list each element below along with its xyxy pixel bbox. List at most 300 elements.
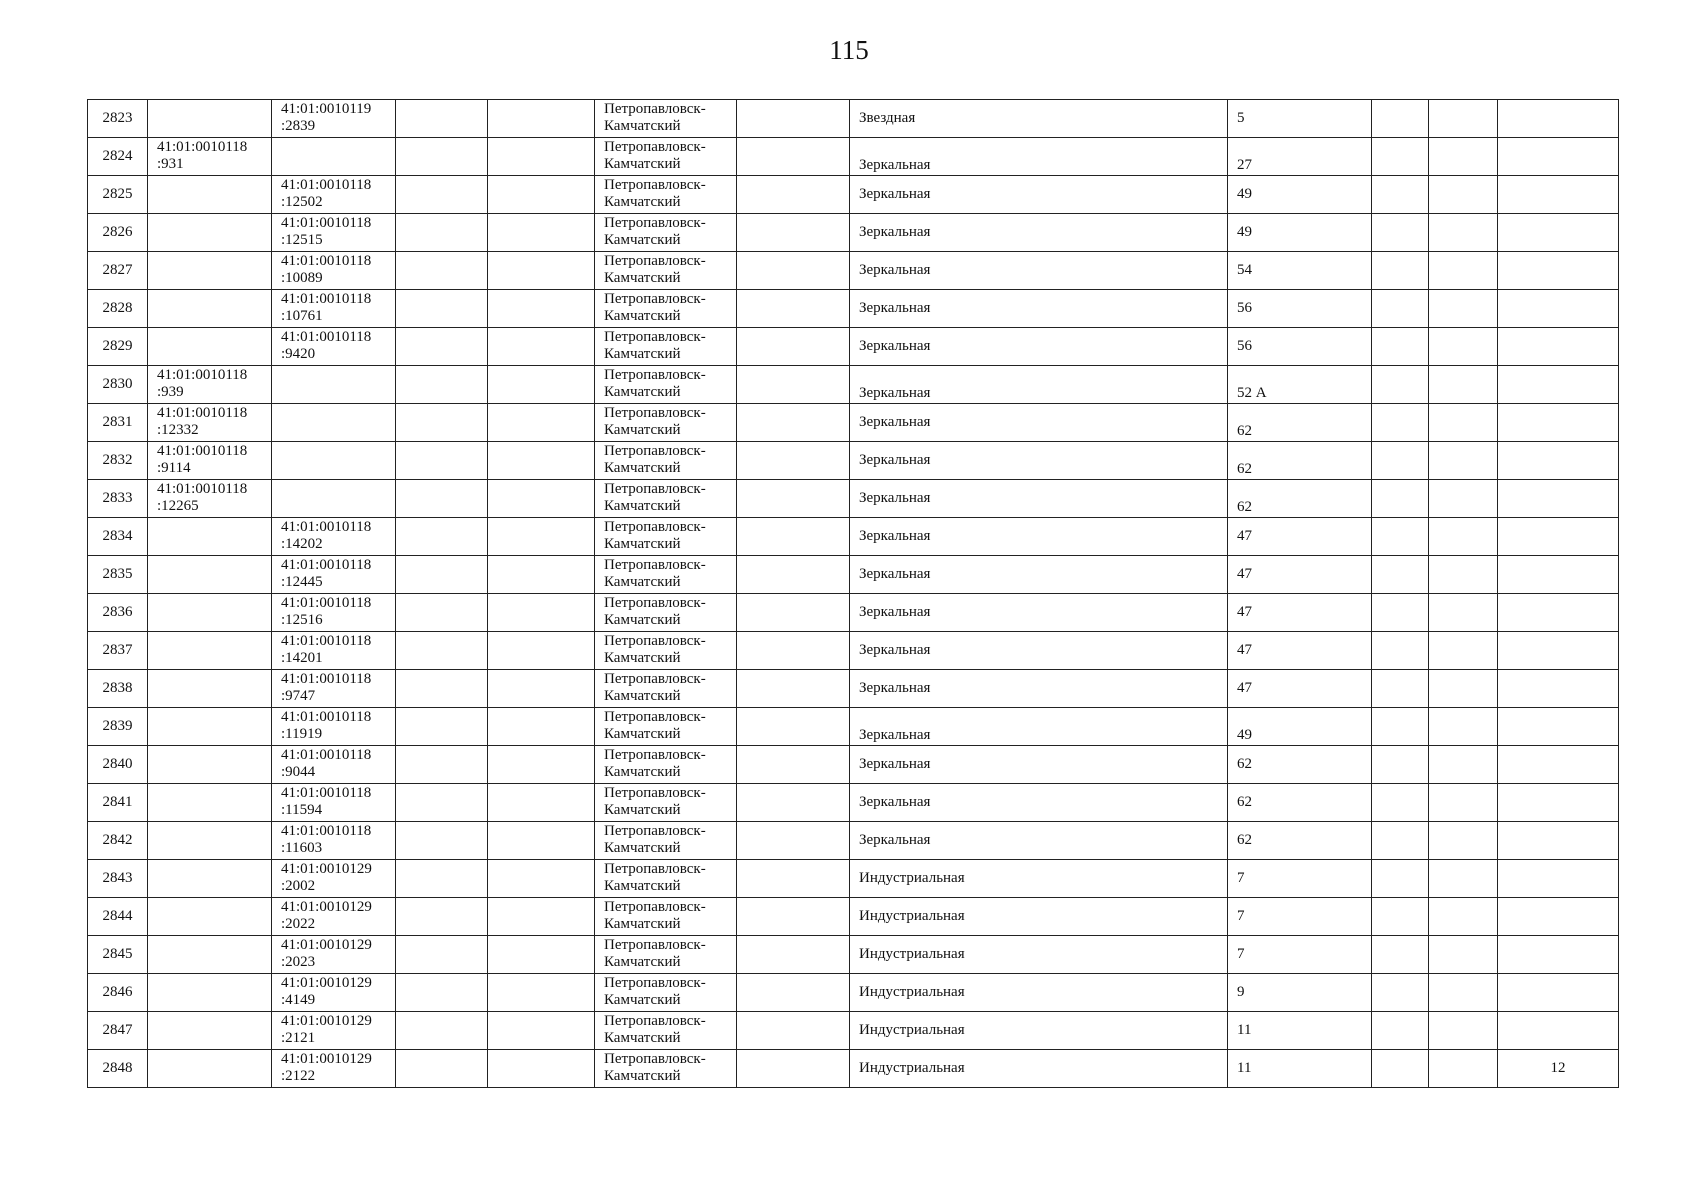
- house-number-cell: 62: [1228, 480, 1372, 518]
- cadastral-number-part2: :11594: [281, 802, 323, 818]
- row-number-cell: 2836: [88, 594, 148, 632]
- city-line-1: Петропавловск-: [604, 671, 706, 687]
- city-cell: [595, 328, 737, 366]
- house-number-cell: 62: [1228, 822, 1372, 860]
- empty-cell: [396, 518, 488, 556]
- city-line-1: Петропавловск-: [604, 405, 706, 421]
- cadastral-number-part1: 41:01:0010118: [157, 443, 248, 459]
- city-line-2: Камчатский: [604, 346, 681, 362]
- row-number-cell: 2829: [88, 328, 148, 366]
- city-line-1: Петропавловск-: [604, 1013, 706, 1029]
- street-cell: Зеркальная: [850, 290, 1228, 328]
- city-cell: [595, 442, 737, 480]
- table-row: [88, 214, 1619, 252]
- empty-cell: [1372, 1050, 1429, 1088]
- empty-cell: [1429, 1012, 1498, 1050]
- street-cell: Зеркальная: [850, 138, 1228, 176]
- empty-cell: [148, 594, 272, 632]
- cadastral-number-part1: 41:01:0010118: [281, 177, 372, 193]
- empty-cell: [396, 632, 488, 670]
- city-cell: [595, 670, 737, 708]
- cadastral-number-part2: :12515: [281, 232, 323, 248]
- empty-cell: [1498, 404, 1619, 442]
- empty-cell: [1372, 556, 1429, 594]
- empty-cell: [1429, 328, 1498, 366]
- empty-cell: [1429, 214, 1498, 252]
- row-number-cell: 2834: [88, 518, 148, 556]
- empty-cell: [1429, 746, 1498, 784]
- city-line-1: Петропавловск-: [604, 823, 706, 839]
- row-number-cell: 2823: [88, 100, 148, 138]
- empty-cell: [1498, 708, 1619, 746]
- city-line-1: Петропавловск-: [604, 1051, 706, 1067]
- table-row: [88, 1050, 1619, 1088]
- house-number-cell: 11: [1228, 1012, 1372, 1050]
- empty-cell: [148, 860, 272, 898]
- empty-cell: [737, 290, 850, 328]
- empty-cell: [1498, 822, 1619, 860]
- city-cell: [595, 632, 737, 670]
- city-line-2: Камчатский: [604, 650, 681, 666]
- city-line-2: Камчатский: [604, 118, 681, 134]
- empty-cell: [488, 290, 595, 328]
- empty-cell: [1498, 328, 1619, 366]
- empty-cell: [272, 138, 396, 176]
- empty-cell: [1429, 404, 1498, 442]
- cadastral-number-part2: :12445: [281, 574, 323, 590]
- empty-cell: [1429, 252, 1498, 290]
- city-line-2: Камчатский: [604, 156, 681, 172]
- empty-cell: [1372, 784, 1429, 822]
- cadastral-number-part2: :2022: [281, 916, 316, 932]
- row-number-cell: 2824: [88, 138, 148, 176]
- empty-cell: [1429, 176, 1498, 214]
- cadastral-number-part2: :2002: [281, 878, 316, 894]
- empty-cell: [1372, 632, 1429, 670]
- cadastral-number-part1: 41:01:0010118: [281, 747, 372, 763]
- cadastral-number-part2: :4149: [281, 992, 316, 1008]
- empty-cell: [1498, 898, 1619, 936]
- empty-cell: [488, 214, 595, 252]
- empty-cell: [148, 822, 272, 860]
- city-line-2: Камчатский: [604, 992, 681, 1008]
- house-number-cell: 49: [1228, 708, 1372, 746]
- cadastral-number-part2: :2839: [281, 118, 316, 134]
- table-row: [88, 404, 1619, 442]
- empty-cell: [1429, 898, 1498, 936]
- empty-cell: [1372, 936, 1429, 974]
- street-cell: Индустриальная: [850, 936, 1228, 974]
- empty-cell: [737, 974, 850, 1012]
- cadastral-number-cell: [148, 480, 272, 518]
- city-line-2: Камчатский: [604, 1068, 681, 1084]
- table-row: [88, 252, 1619, 290]
- table-row: [88, 138, 1619, 176]
- cadastral-number-cell: [272, 1012, 396, 1050]
- cadastral-number-part1: 41:01:0010118: [281, 519, 372, 535]
- empty-cell: [148, 898, 272, 936]
- cadastral-number-part2: :2122: [281, 1068, 316, 1084]
- street-cell: Зеркальная: [850, 670, 1228, 708]
- city-line-2: Камчатский: [604, 764, 681, 780]
- street-cell: Индустриальная: [850, 860, 1228, 898]
- city-line-1: Петропавловск-: [604, 253, 706, 269]
- house-number-cell: 62: [1228, 746, 1372, 784]
- cadastral-number-part1: 41:01:0010118: [281, 557, 372, 573]
- cadastral-number-part2: :12265: [157, 498, 199, 514]
- empty-cell: [148, 974, 272, 1012]
- row-number-cell: 2844: [88, 898, 148, 936]
- house-number-cell: 49: [1228, 176, 1372, 214]
- city-line-2: Камчатский: [604, 498, 681, 514]
- cadastral-number-part2: :9114: [157, 460, 191, 476]
- cadastral-number-part2: :14202: [281, 536, 323, 552]
- empty-cell: [148, 746, 272, 784]
- street-cell: Зеркальная: [850, 746, 1228, 784]
- house-number-cell: 7: [1228, 936, 1372, 974]
- empty-cell: [148, 214, 272, 252]
- empty-cell: [488, 594, 595, 632]
- empty-cell: [396, 974, 488, 1012]
- empty-cell: [396, 556, 488, 594]
- city-line-1: Петропавловск-: [604, 329, 706, 345]
- city-line-2: Камчатский: [604, 954, 681, 970]
- house-number-cell: 49: [1228, 214, 1372, 252]
- empty-cell: [396, 898, 488, 936]
- house-number-cell: 62: [1228, 442, 1372, 480]
- city-line-2: Камчатский: [604, 878, 681, 894]
- empty-cell: [1372, 860, 1429, 898]
- empty-cell: [488, 974, 595, 1012]
- empty-cell: [1429, 670, 1498, 708]
- street-cell: Зеркальная: [850, 176, 1228, 214]
- cadastral-number-part2: :2023: [281, 954, 316, 970]
- cadastral-number-cell: [272, 328, 396, 366]
- empty-cell: [396, 670, 488, 708]
- cadastral-number-cell: [272, 746, 396, 784]
- empty-cell: [1498, 936, 1619, 974]
- house-number-cell: 62: [1228, 784, 1372, 822]
- city-line-2: Камчатский: [604, 802, 681, 818]
- city-line-2: Камчатский: [604, 460, 681, 476]
- cadastral-number-part1: 41:01:0010129: [281, 937, 372, 953]
- table-row: [88, 100, 1619, 138]
- empty-cell: [396, 290, 488, 328]
- empty-cell: [737, 518, 850, 556]
- empty-cell: [1372, 328, 1429, 366]
- city-line-1: Петропавловск-: [604, 101, 706, 117]
- house-number-cell: 56: [1228, 328, 1372, 366]
- row-number-cell: 2832: [88, 442, 148, 480]
- empty-cell: [396, 480, 488, 518]
- empty-cell: [396, 784, 488, 822]
- street-cell: Зеркальная: [850, 556, 1228, 594]
- empty-cell: [737, 100, 850, 138]
- empty-cell: [396, 1012, 488, 1050]
- house-number-cell: 7: [1228, 898, 1372, 936]
- empty-cell: [1372, 594, 1429, 632]
- empty-cell: [148, 1050, 272, 1088]
- empty-cell: [396, 176, 488, 214]
- empty-cell: [737, 442, 850, 480]
- cadastral-number-part2: :12332: [157, 422, 199, 438]
- cadastral-number-cell: [272, 632, 396, 670]
- empty-cell: [148, 670, 272, 708]
- empty-cell: [1498, 860, 1619, 898]
- cadastral-number-cell: [148, 442, 272, 480]
- row-number-cell: 2843: [88, 860, 148, 898]
- city-line-2: Камчатский: [604, 536, 681, 552]
- house-number-cell: 47: [1228, 670, 1372, 708]
- empty-cell: [488, 670, 595, 708]
- empty-cell: [1372, 670, 1429, 708]
- house-number-cell: 9: [1228, 974, 1372, 1012]
- empty-cell: [1372, 404, 1429, 442]
- cadastral-number-cell: [272, 556, 396, 594]
- empty-cell: [1498, 480, 1619, 518]
- last-column-cell: 12: [1498, 1050, 1619, 1088]
- empty-cell: [488, 936, 595, 974]
- empty-cell: [148, 252, 272, 290]
- empty-cell: [737, 898, 850, 936]
- empty-cell: [1429, 1050, 1498, 1088]
- empty-cell: [148, 708, 272, 746]
- empty-cell: [272, 442, 396, 480]
- empty-cell: [737, 328, 850, 366]
- cadastral-number-cell: [272, 784, 396, 822]
- city-line-1: Петропавловск-: [604, 747, 706, 763]
- empty-cell: [488, 138, 595, 176]
- house-number-cell: 7: [1228, 860, 1372, 898]
- city-line-2: Камчатский: [604, 308, 681, 324]
- empty-cell: [488, 1050, 595, 1088]
- empty-cell: [737, 138, 850, 176]
- cadastral-number-cell: [272, 518, 396, 556]
- empty-cell: [1429, 708, 1498, 746]
- empty-cell: [1429, 784, 1498, 822]
- city-cell: [595, 176, 737, 214]
- city-cell: [595, 974, 737, 1012]
- house-number-cell: 47: [1228, 518, 1372, 556]
- empty-cell: [1429, 290, 1498, 328]
- empty-cell: [488, 480, 595, 518]
- empty-cell: [488, 518, 595, 556]
- empty-cell: [1498, 290, 1619, 328]
- cadastral-number-part1: 41:01:0010129: [281, 1013, 372, 1029]
- table-row: [88, 632, 1619, 670]
- house-number-cell: 52 А: [1228, 366, 1372, 404]
- cadastral-number-part2: :14201: [281, 650, 323, 666]
- city-line-1: Петропавловск-: [604, 861, 706, 877]
- empty-cell: [1372, 822, 1429, 860]
- city-line-2: Камчатский: [604, 726, 681, 742]
- empty-cell: [737, 176, 850, 214]
- row-number-cell: 2830: [88, 366, 148, 404]
- empty-cell: [396, 366, 488, 404]
- empty-cell: [488, 1012, 595, 1050]
- cadastral-number-part2: :939: [157, 384, 184, 400]
- table-row: [88, 746, 1619, 784]
- empty-cell: [396, 100, 488, 138]
- empty-cell: [1372, 252, 1429, 290]
- city-cell: [595, 138, 737, 176]
- city-line-1: Петропавловск-: [604, 481, 706, 497]
- row-number-cell: 2835: [88, 556, 148, 594]
- empty-cell: [737, 784, 850, 822]
- city-cell: [595, 366, 737, 404]
- cadastral-number-part1: 41:01:0010118: [157, 139, 248, 155]
- empty-cell: [1372, 214, 1429, 252]
- city-cell: [595, 480, 737, 518]
- empty-cell: [272, 366, 396, 404]
- empty-cell: [737, 404, 850, 442]
- street-cell: Индустриальная: [850, 1012, 1228, 1050]
- cadastral-number-part1: 41:01:0010129: [281, 1051, 372, 1067]
- city-line-1: Петропавловск-: [604, 937, 706, 953]
- empty-cell: [488, 784, 595, 822]
- row-number-cell: 2848: [88, 1050, 148, 1088]
- house-number-cell: 47: [1228, 556, 1372, 594]
- city-line-1: Петропавловск-: [604, 899, 706, 915]
- city-cell: [595, 822, 737, 860]
- cadastral-number-part2: :10761: [281, 308, 323, 324]
- cadastral-number-part2: :2121: [281, 1030, 316, 1046]
- empty-cell: [148, 556, 272, 594]
- street-cell: Зеркальная: [850, 252, 1228, 290]
- empty-cell: [737, 1050, 850, 1088]
- table-row: [88, 860, 1619, 898]
- table-row: [88, 670, 1619, 708]
- empty-cell: [488, 632, 595, 670]
- street-cell: Зеркальная: [850, 366, 1228, 404]
- cadastral-number-part2: :12516: [281, 612, 323, 628]
- cadastral-number-part1: 41:01:0010118: [281, 253, 372, 269]
- city-cell: [595, 518, 737, 556]
- house-number-cell: 47: [1228, 594, 1372, 632]
- empty-cell: [488, 822, 595, 860]
- empty-cell: [737, 936, 850, 974]
- city-line-1: Петропавловск-: [604, 139, 706, 155]
- empty-cell: [148, 632, 272, 670]
- cadastral-number-part2: :9420: [281, 346, 316, 362]
- empty-cell: [1429, 974, 1498, 1012]
- city-line-1: Петропавловск-: [604, 557, 706, 573]
- street-cell: Звездная: [850, 100, 1228, 138]
- city-line-2: Камчатский: [604, 194, 681, 210]
- street-cell: Индустриальная: [850, 1050, 1228, 1088]
- city-line-1: Петропавловск-: [604, 215, 706, 231]
- empty-cell: [148, 100, 272, 138]
- cadastral-number-cell: [148, 366, 272, 404]
- row-number-cell: 2833: [88, 480, 148, 518]
- row-number-cell: 2841: [88, 784, 148, 822]
- city-line-1: Петропавловск-: [604, 443, 706, 459]
- empty-cell: [396, 328, 488, 366]
- cadastral-number-part1: 41:01:0010129: [281, 975, 372, 991]
- cadastral-number-part2: :10089: [281, 270, 323, 286]
- empty-cell: [148, 290, 272, 328]
- house-number-cell: 56: [1228, 290, 1372, 328]
- empty-cell: [1498, 518, 1619, 556]
- empty-cell: [396, 404, 488, 442]
- empty-cell: [1498, 366, 1619, 404]
- empty-cell: [488, 746, 595, 784]
- city-cell: [595, 1050, 737, 1088]
- street-cell: Зеркальная: [850, 784, 1228, 822]
- city-line-1: Петропавловск-: [604, 519, 706, 535]
- empty-cell: [737, 746, 850, 784]
- cadastral-number-part2: :12502: [281, 194, 323, 210]
- row-number-cell: 2842: [88, 822, 148, 860]
- city-cell: [595, 404, 737, 442]
- street-cell: Зеркальная: [850, 708, 1228, 746]
- cadastral-number-cell: [272, 214, 396, 252]
- street-cell: Зеркальная: [850, 632, 1228, 670]
- city-line-1: Петропавловск-: [604, 975, 706, 991]
- empty-cell: [1372, 1012, 1429, 1050]
- empty-cell: [1498, 176, 1619, 214]
- city-line-2: Камчатский: [604, 574, 681, 590]
- cadastral-number-cell: [272, 974, 396, 1012]
- cadastral-number-cell: [272, 936, 396, 974]
- city-line-2: Камчатский: [604, 840, 681, 856]
- street-cell: Зеркальная: [850, 214, 1228, 252]
- cadastral-number-part1: 41:01:0010119: [281, 101, 372, 117]
- cadastral-number-part1: 41:01:0010118: [281, 823, 372, 839]
- empty-cell: [396, 138, 488, 176]
- cadastral-number-part2: :9044: [281, 764, 316, 780]
- cadastral-number-cell: [272, 100, 396, 138]
- cadastral-number-part1: 41:01:0010118: [281, 595, 372, 611]
- empty-cell: [1498, 784, 1619, 822]
- city-line-2: Камчатский: [604, 232, 681, 248]
- cadastral-number-cell: [272, 898, 396, 936]
- empty-cell: [272, 404, 396, 442]
- cadastral-number-part1: 41:01:0010129: [281, 861, 372, 877]
- house-number-cell: 5: [1228, 100, 1372, 138]
- cadastral-number-cell: [272, 670, 396, 708]
- street-cell: Зеркальная: [850, 594, 1228, 632]
- row-number-cell: 2828: [88, 290, 148, 328]
- empty-cell: [488, 100, 595, 138]
- street-cell: Индустриальная: [850, 898, 1228, 936]
- city-line-2: Камчатский: [604, 422, 681, 438]
- table-row: [88, 1012, 1619, 1050]
- empty-cell: [737, 214, 850, 252]
- empty-cell: [737, 252, 850, 290]
- cadastral-number-part1: 41:01:0010118: [281, 671, 372, 687]
- cadastral-number-cell: [148, 404, 272, 442]
- empty-cell: [1372, 480, 1429, 518]
- house-number-cell: 62: [1228, 404, 1372, 442]
- table-row: [88, 822, 1619, 860]
- empty-cell: [1498, 746, 1619, 784]
- cadastral-number-part1: 41:01:0010129: [281, 899, 372, 915]
- empty-cell: [1498, 670, 1619, 708]
- table-row: [88, 594, 1619, 632]
- table-row: [88, 518, 1619, 556]
- empty-cell: [1429, 594, 1498, 632]
- row-number-cell: 2847: [88, 1012, 148, 1050]
- table-row: [88, 176, 1619, 214]
- city-cell: [595, 290, 737, 328]
- empty-cell: [1372, 746, 1429, 784]
- empty-cell: [488, 366, 595, 404]
- city-line-2: Камчатский: [604, 612, 681, 628]
- city-line-2: Камчатский: [604, 916, 681, 932]
- cadastral-number-cell: [272, 708, 396, 746]
- cadastral-number-cell: [272, 1050, 396, 1088]
